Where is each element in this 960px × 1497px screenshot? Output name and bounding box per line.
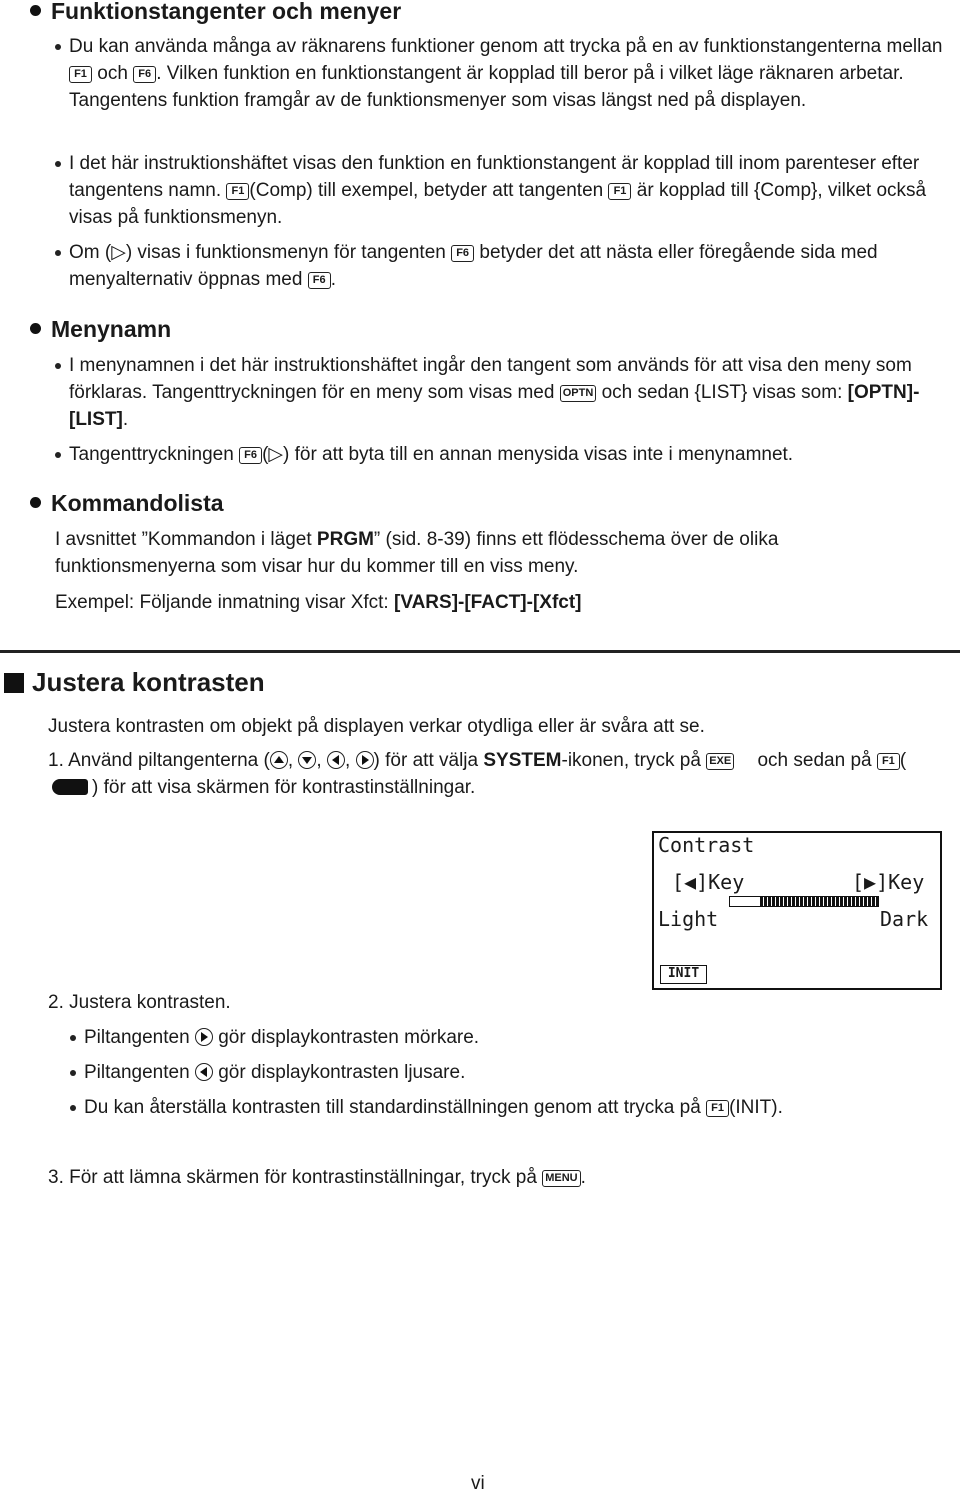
left-arrow-key-icon: [195, 1063, 213, 1081]
text: och: [97, 63, 128, 84]
section-heading-menynamn: [30, 316, 171, 343]
text: Du kan återställa kontrasten till standardinställningen genom att trycka på: [84, 1097, 701, 1118]
text: I avsnittet ”Kommandon i läget: [55, 529, 312, 550]
f6-key-icon: F6: [451, 245, 474, 262]
text: gör displaykontrasten mörkare.: [218, 1027, 480, 1048]
list-item: [70, 1059, 950, 1086]
key-sequence: [OPTN]-[LIST]: [69, 382, 920, 430]
section-heading-funktionstangenter: [30, 0, 401, 25]
left-key-label: [◀]Key: [672, 870, 745, 894]
text: (▷) för att byta till en annan menysida visas inte i menynamnet.: [262, 444, 794, 465]
right-arrow-key-icon: [356, 751, 374, 769]
text: Om (▷) visas i funktionsmenyn för tangenten: [69, 242, 446, 263]
contrast-bar-fill: [760, 897, 878, 906]
text: ” (sid. 8-39) finns ett flödesschema över de olika funktionsmenyerna som visar hur du kommer till en viss meny.: [55, 529, 779, 577]
step-3: [48, 1164, 586, 1191]
up-arrow-key-icon: [270, 751, 288, 769]
text: .: [330, 269, 336, 290]
text: och sedan på: [757, 750, 872, 771]
heading-text: Funktionstangenter och menyer: [51, 0, 402, 24]
bullet-dot: [30, 323, 41, 334]
right-key-label: [▶]Key: [852, 870, 925, 894]
bullet-dot: [70, 1035, 76, 1041]
heading-text: Justera kontrasten: [32, 667, 265, 697]
section-heading-kommandolista: [30, 490, 224, 517]
text: ) för att välja: [373, 750, 479, 771]
list-item: [55, 352, 960, 433]
bullet-dot: [30, 5, 41, 16]
f1-key-icon: F1: [226, 183, 249, 200]
contrast-bar: [729, 896, 879, 907]
text: -ikonen, tryck på: [561, 750, 701, 771]
bullet-dot: [55, 363, 61, 369]
calculator-contrast-screen: [652, 831, 942, 990]
light-label: Light: [658, 907, 719, 931]
bullet-dot: [70, 1070, 76, 1076]
text: (INIT).: [729, 1097, 783, 1118]
dark-label: Dark: [880, 907, 929, 931]
text: .: [580, 1167, 586, 1188]
contrast-menu-icon: [52, 779, 88, 795]
mode-name: PRGM: [316, 529, 374, 550]
step-2: 2. Justera kontrasten.: [48, 992, 231, 1013]
text: .: [122, 409, 129, 430]
paragraph: [55, 526, 915, 580]
list-item: [70, 1024, 950, 1051]
heading-text: Kommandolista: [51, 490, 224, 516]
text: Piltangenten: [84, 1027, 190, 1048]
text: Exempel: Följande inmatning visar Xfct:: [55, 592, 389, 613]
text: Du kan använda många av räknarens funktioner genom att trycka på en av funktionstangenterna mellan: [69, 36, 943, 57]
bullet-dot: [70, 1105, 76, 1111]
bullet-dot: [55, 250, 61, 256]
text: I menynamnen i det här instruktionshäftet ingår den tangent som används för att visa den meny som förklaras. Tangenttryckningen för en meny som visas med: [69, 355, 912, 403]
list-item: [70, 1094, 950, 1121]
bullet-dot: [55, 44, 61, 50]
text: . Vilken funktion en funktionstangent är kopplad till beror på i vilket läge räknaren arbetar. Tangentens funktion framgår av de funktionsmenyer som visas längst ned på displayen.: [69, 63, 904, 111]
list-item: [55, 150, 960, 231]
screen-title: Contrast: [658, 833, 755, 857]
section-heading-justera-kontrasten: [4, 667, 265, 697]
text: gör displaykontrasten ljusare.: [218, 1062, 466, 1083]
text: Piltangenten: [84, 1062, 190, 1083]
text: Använd piltangenterna (: [68, 750, 270, 771]
f1-key-icon: F1: [877, 753, 900, 770]
f1-key-icon: F1: [706, 1100, 729, 1117]
text: Tangenttryckningen: [69, 444, 234, 465]
bullet-dot: [30, 497, 41, 508]
example-line: [55, 589, 915, 616]
exe-key-icon: EXE: [706, 753, 734, 770]
list-item: [55, 33, 960, 114]
f6-key-icon: F6: [308, 272, 331, 289]
left-arrow-key-icon: [327, 751, 345, 769]
text: (Comp) till exempel, betyder att tangenten: [249, 180, 604, 201]
text: I det här instruktionshäftet visas den funktion en funktionstangent är kopplad till inom parenteser efter tangentens namn.: [69, 153, 920, 201]
menu-key-icon: MENU: [542, 1170, 580, 1187]
f1-key-icon: F1: [608, 183, 631, 200]
bullet-dot: [55, 452, 61, 458]
page-number: vi: [471, 1473, 485, 1494]
list-item: [55, 441, 960, 468]
init-function-key[interactable]: INIT: [660, 965, 707, 984]
optn-key-icon: OPTN: [560, 385, 597, 402]
text: är kopplad till {Comp}, vilket också visas på funktionsmenyn.: [69, 180, 927, 228]
square-bullet-icon: [4, 673, 24, 693]
f6-key-icon: F6: [239, 447, 262, 464]
text: och sedan {LIST} visas som:: [601, 382, 843, 403]
intro-text: Justera kontrasten om objekt på displayen verkar otydliga eller är svåra att se.: [48, 716, 705, 737]
step-1: 1. Använd piltangenterna ( , , , ) för att välja SYSTEM-ikonen, tryck på EXE och sedan på F1 () för att visa skärmen för kontrastinställningar.: [48, 750, 907, 798]
section-divider: [0, 650, 960, 653]
heading-text: Menynamn: [51, 316, 172, 342]
down-arrow-key-icon: [298, 751, 316, 769]
text: 3. För att lämna skärmen för kontrastinställningar, tryck på: [48, 1167, 537, 1188]
f1-key-icon: F1: [69, 66, 92, 83]
text: betyder det att nästa eller föregående sida med menyalternativ öppnas med: [69, 242, 878, 290]
icon-name: SYSTEM: [483, 750, 562, 771]
bullet-dot: [55, 161, 61, 167]
list-item: [55, 239, 960, 293]
right-arrow-key-icon: [195, 1028, 213, 1046]
key-sequence: [VARS]-[FACT]-[Xfct]: [394, 592, 582, 613]
step-number: 1.: [48, 750, 64, 771]
f6-key-icon: F6: [133, 66, 156, 83]
text: ) för att visa skärmen för kontrastinställningar.: [92, 777, 476, 798]
